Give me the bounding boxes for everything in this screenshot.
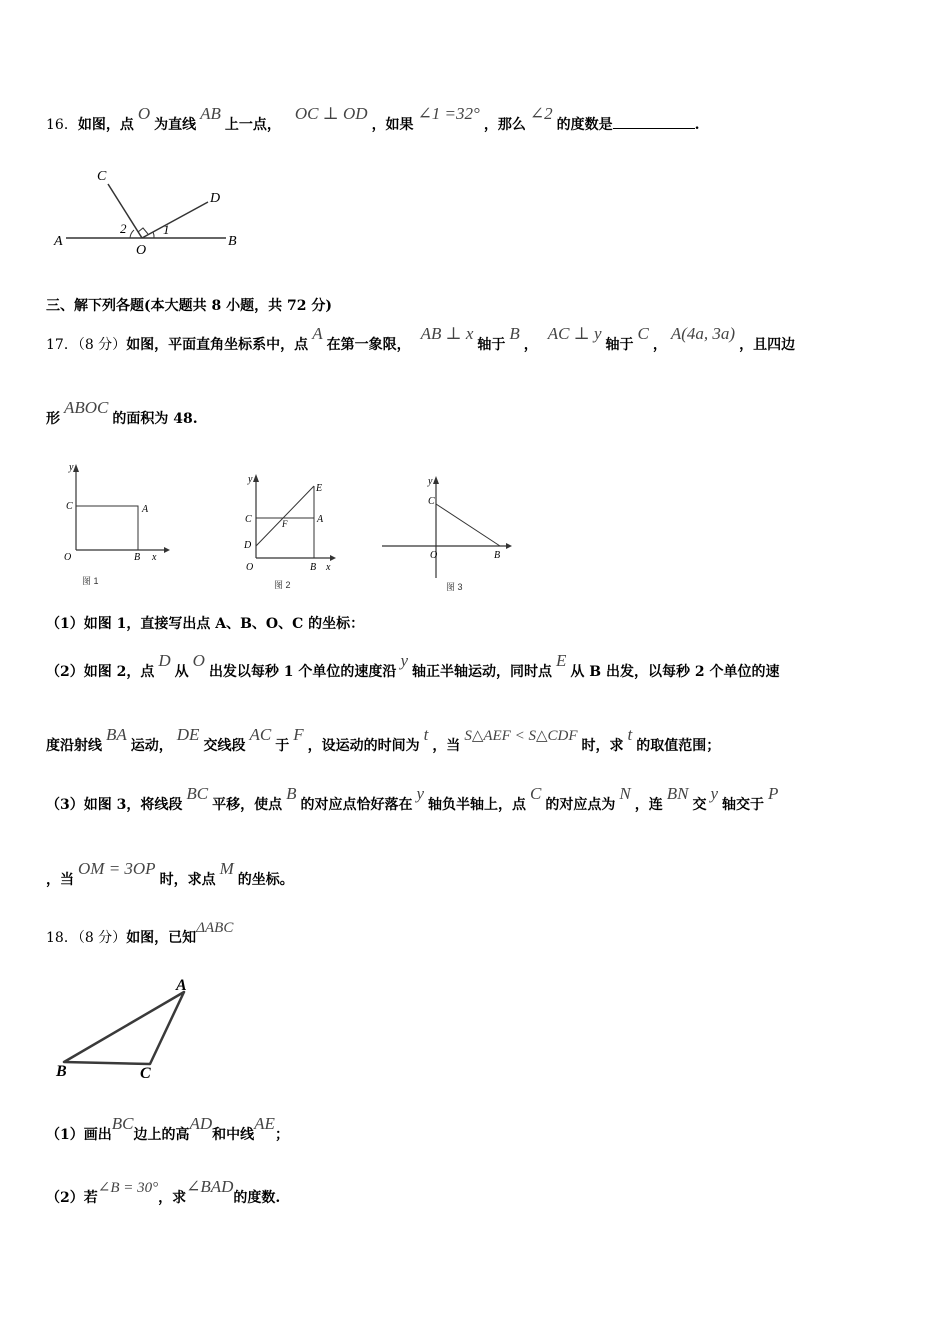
svg-text:E: E: [316, 483, 323, 494]
svg-text:B: B: [494, 550, 501, 561]
svg-text:y: y: [428, 476, 433, 487]
svg-text:x: x: [326, 562, 331, 573]
q18-text: 18．（8 分）如图，已知ΔABC: [46, 920, 234, 946]
q16-text: 16．如图，点O为直线AB上一点，OC ⊥ OD，如果∠1 =32°，那么∠2的度数是 .: [46, 104, 700, 133]
svg-text:O: O: [64, 552, 72, 563]
svg-text:图 3: 图 3: [446, 582, 463, 592]
q17-part2-line2: 度沿射线BA运动，DE交线段AC于F，设运动的时间为t，当S△AEF < S△CDF时，求t的取值范围；: [46, 725, 721, 754]
q17-figure-1: [52, 458, 182, 588]
fig16-label-D: D: [210, 191, 221, 206]
svg-text:F: F: [282, 519, 288, 529]
q18-part1: （1）画出BC边上的高AD和中线AE；: [46, 1114, 289, 1143]
fig18-label-A: A: [176, 977, 187, 994]
answer-blank: [613, 114, 695, 129]
q17-part3-line2: ，当OM = 3OP时，求点M的坐标。: [46, 859, 294, 888]
svg-text:C: C: [245, 514, 252, 525]
q17-part3-line1: （3）如图 3，将线段BC平移，使点B的对应点恰好落在y轴负半轴上，点C的对应点为N，连BN交y轴交于P: [46, 784, 779, 813]
svg-text:x: x: [152, 552, 157, 563]
fig16-label-C: C: [97, 169, 107, 184]
svg-text:图 2: 图 2: [274, 580, 291, 590]
fig18-label-B: B: [56, 1063, 67, 1080]
svg-text:A: A: [142, 504, 149, 515]
q18-part2: （2）若∠B = 30°，求∠BAD的度数.: [46, 1177, 281, 1206]
section-title: 三、解下列各题(本大题共 8 小题，共 72 分): [46, 298, 332, 314]
fig16-label-A: A: [54, 234, 63, 249]
fig16-label-B: B: [228, 234, 237, 249]
q17-line2: 形ABOC的面积为 48.: [46, 398, 198, 427]
fig16-label-1: 1: [163, 222, 170, 237]
fig16-label-2: 2: [120, 221, 127, 236]
svg-text:C: C: [66, 501, 73, 512]
q17-part1: （1）如图 1，直接写出点 A、B、O、C 的坐标：: [46, 616, 365, 632]
svg-text:C: C: [428, 496, 435, 507]
q16-figure: [50, 160, 250, 260]
svg-text:图 1: 图 1: [82, 576, 99, 586]
svg-text:y: y: [69, 462, 74, 473]
svg-text:A: A: [317, 514, 324, 525]
fig16-label-O: O: [136, 243, 147, 258]
q17-figure-2: [236, 468, 346, 596]
svg-text:B: B: [310, 562, 317, 573]
q17-line1: 17．（8 分）如图，平面直角坐标系中，点A在第一象限，AB ⊥ x轴于B，AC ⊥ y轴于C，A(4a, 3a)，且四边: [46, 324, 796, 353]
fig18-label-C: C: [140, 1065, 151, 1082]
svg-text:O: O: [430, 550, 438, 561]
q18-figure: [50, 970, 210, 1090]
svg-text:O: O: [246, 562, 254, 573]
svg-text:y: y: [248, 474, 253, 485]
q17-part2-line1: （2）如图 2，点D从O出发以每秒 1 个单位的速度沿y轴正半轴运动，同时点E从 B 出发，以每秒 2 个单位的速: [46, 651, 780, 680]
q17-figure-3: [380, 468, 520, 596]
svg-text:B: B: [134, 552, 141, 563]
svg-text:D: D: [244, 540, 252, 551]
